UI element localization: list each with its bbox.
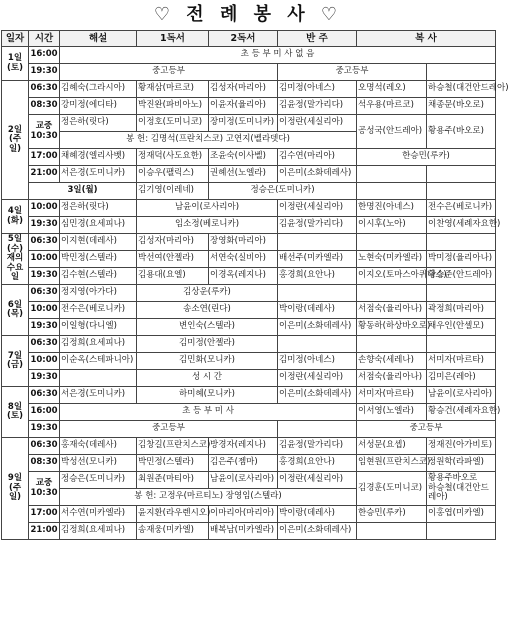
- time-cell: 교중 10:30: [29, 472, 60, 506]
- date-cell: 3일(월): [29, 183, 137, 200]
- time-cell: 17:00: [29, 506, 60, 523]
- accompanist-cell: 이정란(세실리아): [278, 472, 357, 489]
- server-cell: 서성문(요셉): [357, 438, 427, 455]
- server-cell: 이지오(토마스아퀴나스): [357, 268, 427, 285]
- reading-cell: 임소정(베로니카): [137, 217, 278, 234]
- accompanist-cell: [357, 183, 427, 200]
- reading-cell: 김민화(모니카): [137, 353, 278, 370]
- header-commentary: 해설: [60, 31, 137, 47]
- time-cell: 10:00: [29, 302, 60, 319]
- accompanist-cell: 이정란(세실리아): [278, 370, 357, 387]
- table-row: [2, 149, 496, 166]
- server-cell: 이찬영(세례자요한): [427, 217, 496, 234]
- accompanist-cell: 김윤정(말가리다): [278, 217, 357, 234]
- server-cell: 서점숙(율리아나): [357, 302, 427, 319]
- commentary-cell: 김혜숙(그라시아): [60, 81, 137, 98]
- server-cell: 황승건(세례자요한): [427, 404, 496, 421]
- time-cell: 10:00: [29, 200, 60, 217]
- commentary-cell: 채혜경(엘리사벳): [60, 149, 137, 166]
- commentary-cell: 강미정(에디타): [60, 98, 137, 115]
- date-cell: 2일 (주일): [2, 81, 29, 200]
- server-cell: 정재진(아가비토): [427, 438, 496, 455]
- reading2-cell: 장영화(마리아): [209, 234, 278, 251]
- table-row: [2, 387, 496, 404]
- server-cell: 황용주(바오로): [427, 115, 496, 149]
- accompanist-cell: [278, 421, 357, 438]
- server-cell: [357, 234, 427, 251]
- server-cell: 서미자(마르타): [357, 387, 427, 404]
- time-cell: 16:00: [29, 47, 60, 64]
- accompanist-cell: 홍경희(요안나): [278, 455, 357, 472]
- accompanist-cell: 이정란(세실리아): [278, 115, 357, 132]
- table-row: [2, 455, 496, 472]
- time-cell: 06:30: [29, 387, 60, 404]
- header-reading2: 2독서: [209, 31, 278, 47]
- reading-cell: 정승은(도미니카): [209, 183, 357, 200]
- server-cell: [357, 285, 427, 302]
- reading1-cell: 이정호(도미니코): [137, 115, 209, 132]
- commentary-cell: 김기영(이레네): [137, 183, 209, 200]
- table-row: [2, 506, 496, 523]
- date-cell: 6일 (목): [2, 285, 29, 336]
- time-cell: 06:30: [29, 234, 60, 251]
- table-row: [2, 115, 496, 132]
- date-cell: 4일 (화): [2, 200, 29, 234]
- header-servers: 복 사: [357, 31, 496, 47]
- accompanist-cell: 이은미(소화데레사): [278, 387, 357, 404]
- table-row: [2, 234, 496, 251]
- table-row: [2, 166, 496, 183]
- table-row: [2, 336, 496, 353]
- reading2-cell: 남윤이(로사리아): [209, 472, 278, 489]
- header-reading1: 1독서: [137, 31, 209, 47]
- reading-cell: 김상운(루카): [137, 285, 278, 302]
- date-cell: 7일 (금): [2, 336, 29, 387]
- reading1-cell: 이승우(팰릭스): [137, 166, 209, 183]
- server-cell: 황승준(안드레아): [427, 268, 496, 285]
- table-row: [2, 251, 496, 268]
- reading2-cell: 서연숙(실비아): [209, 251, 278, 268]
- server-cell: 하승철(대건안드레아): [427, 81, 496, 98]
- table-row: [2, 64, 496, 81]
- accompanist-cell: 이은미(소화데레사): [278, 166, 357, 183]
- commentary-cell: 중고등부: [60, 64, 278, 81]
- reading2-cell: 이마리아(마리아): [209, 506, 278, 523]
- commentary-cell: 이지현(데레사): [60, 234, 137, 251]
- server-cell: 석우용(마르코): [357, 98, 427, 115]
- time-cell: 08:30: [29, 455, 60, 472]
- reading1-cell: 김창길(프란치스코): [137, 438, 209, 455]
- page-title: ♡ 전 례 봉 사 ♡: [153, 4, 343, 25]
- accompanist-cell: 이정란(세실리아): [278, 200, 357, 217]
- accompanist-cell: [278, 336, 357, 353]
- reading-cell: 변인숙(스텔라): [137, 319, 278, 336]
- accompanist-cell: 김수연(마리아): [278, 149, 357, 166]
- liturgy-schedule-table: [1, 30, 509, 540]
- accompanist-cell: 배선주(미카엘라): [278, 251, 357, 268]
- reading2-cell: 배복남(미카엘라): [209, 523, 278, 540]
- server-cell: 서미자(마르타): [427, 353, 496, 370]
- time-cell: 10:00: [29, 353, 60, 370]
- table-row: [2, 404, 496, 421]
- commentary-cell: 이순옥(스테파니아): [60, 353, 137, 370]
- commentary-cell: 서은경(도미니카): [60, 387, 137, 404]
- reading-cell: 남윤이(로사리아): [137, 200, 278, 217]
- table-row: [2, 217, 496, 234]
- table-row: [2, 200, 496, 217]
- server-cell: 황동하(하상바오로): [357, 319, 427, 336]
- server-cell: [427, 183, 496, 200]
- commentary-cell: 홍재숙(데레사): [60, 438, 137, 455]
- reading2-cell: 김성자(마리아): [209, 81, 278, 98]
- time-cell: 21:00: [29, 523, 60, 540]
- accompanist-cell: 홍경희(요안나): [278, 268, 357, 285]
- reading-cell: 송소연(린다): [137, 302, 278, 319]
- table-row: [2, 285, 496, 302]
- server-cell: [357, 523, 427, 540]
- server-cell: 노현숙(미카엘라): [357, 251, 427, 268]
- reading2-cell: 장미정(도미니카): [209, 115, 278, 132]
- server-cell: 한승민(루카): [357, 149, 496, 166]
- reading-cell: 성 시 간: [137, 370, 278, 387]
- server-cell: 손향숙(세레나): [357, 353, 427, 370]
- accompanist-cell: [278, 234, 357, 251]
- commentary-cell: 김정희(요세피나): [60, 523, 137, 540]
- table-row: [2, 268, 496, 285]
- server-cell: 곽정희(마리아): [427, 302, 496, 319]
- table-row: [2, 302, 496, 319]
- reading1-cell: 정재덕(사도요한): [137, 149, 209, 166]
- reading1-cell: 송재웅(미카엘): [137, 523, 209, 540]
- accompanist-cell: 중고등부: [278, 64, 427, 81]
- reading1-cell: 최원준(마티아): [137, 472, 209, 489]
- table-row: [2, 472, 496, 489]
- table-row: [2, 183, 496, 200]
- commentary-cell: 정은하(릿다): [60, 115, 137, 132]
- reading1-cell: 박민정(스텔라): [137, 455, 209, 472]
- time-cell: 19:30: [29, 268, 60, 285]
- reading1-cell: 박선여(안젤라): [137, 251, 209, 268]
- reading1-cell: 김용대(요엘): [137, 268, 209, 285]
- date-cell: 5일 (수) 재의 수요일: [2, 234, 29, 285]
- header-time: 시간: [29, 31, 60, 47]
- time-cell: 19:30: [29, 370, 60, 387]
- server-cell: 공성국(안드레아): [357, 115, 427, 149]
- time-cell: 19:30: [29, 64, 60, 81]
- server-cell: 김미은(레아): [427, 370, 496, 387]
- date-cell: 9일 (주일): [2, 438, 29, 540]
- reading-cell: 김미정(안젤라): [137, 336, 278, 353]
- server-cell: [427, 285, 496, 302]
- table-row: [2, 319, 496, 336]
- time-cell: 06:30: [29, 285, 60, 302]
- server-cell: 이서영(노엘라): [357, 404, 427, 421]
- commentary-cell: 심민경(요세피나): [60, 217, 137, 234]
- header-date: 일자: [2, 31, 29, 47]
- server-cell: 이홍엽(미카엘): [427, 506, 496, 523]
- server-cell: 이시후(노아): [357, 217, 427, 234]
- notice-cell: 초 등 부 미 사 없 음: [60, 47, 496, 64]
- commentary-cell: 서은경(도미니카): [60, 166, 137, 183]
- server-cell: 중고등부: [357, 421, 496, 438]
- reading2-cell: 방경자(레지나): [209, 438, 278, 455]
- server-cell: 남윤이(로사리아): [427, 387, 496, 404]
- time-cell: 21:00: [29, 166, 60, 183]
- table-row: [2, 523, 496, 540]
- accompanist-cell: 김미정(아네스): [278, 353, 357, 370]
- table-row: [2, 353, 496, 370]
- reading2-cell: 이경옥(레지나): [209, 268, 278, 285]
- reading1-cell: 황재삼(마르코): [137, 81, 209, 98]
- commentary-cell: 박민정(스텔라): [60, 251, 137, 268]
- reading2-cell: 조윤숙(이사벨): [209, 149, 278, 166]
- offertory-cell: 봉 헌: 김명석(프란치스코) 고연지(벨라뎃다): [60, 132, 357, 149]
- accompanist-cell: 박이랑(데레사): [278, 506, 357, 523]
- server-cell: 한승민(루카): [357, 506, 427, 523]
- header-accompanist: 반 주: [278, 31, 357, 47]
- reading2-cell: 권혜선(노엘라): [209, 166, 278, 183]
- server-cell: 임현원(프란치스코): [357, 455, 427, 472]
- accompanist-cell: 이은미(소화데레사): [278, 523, 357, 540]
- server-cell: [427, 166, 496, 183]
- accompanist-cell: 김윤정(말가리다): [278, 98, 357, 115]
- time-cell: 10:00: [29, 251, 60, 268]
- server-cell: 김경훈(도미니코): [357, 472, 427, 506]
- time-cell: 06:30: [29, 336, 60, 353]
- notice-cell: 초 등 부 미 사: [60, 404, 357, 421]
- commentary-cell: 정은하(릿다): [60, 200, 137, 217]
- server-cell: 정원학(라파엘): [427, 455, 496, 472]
- commentary-cell: 이일형(다니엘): [60, 319, 137, 336]
- time-cell: 17:00: [29, 149, 60, 166]
- time-cell: 19:30: [29, 421, 60, 438]
- server-cell: 채우인(안셀모): [427, 319, 496, 336]
- commentary-cell: 서수연(미카엘라): [60, 506, 137, 523]
- time-cell: 19:30: [29, 319, 60, 336]
- server-cell: 오명석(레오): [357, 81, 427, 98]
- commentary-cell: 전수은(베로니카): [60, 302, 137, 319]
- time-cell: 교중 10:30: [29, 115, 60, 149]
- server-cell: 서점숙(율리아나): [357, 370, 427, 387]
- server-cell: 전수은(베로니카): [427, 200, 496, 217]
- reading1-cell: 박진완(파비아노): [137, 98, 209, 115]
- reading1-cell: 김성자(마리아): [137, 234, 209, 251]
- accompanist-cell: 김미정(아네스): [278, 81, 357, 98]
- server-cell: [427, 523, 496, 540]
- table-row: [2, 98, 496, 115]
- time-cell: 08:30: [29, 98, 60, 115]
- commentary-cell: 박성선(모니카): [60, 455, 137, 472]
- table-row: [2, 81, 496, 98]
- accompanist-cell: 이은미(소화데레사): [278, 319, 357, 336]
- server-cell: [427, 234, 496, 251]
- table-row: [2, 370, 496, 387]
- time-cell: 06:30: [29, 81, 60, 98]
- reading2-cell: 김은주(젬마): [209, 455, 278, 472]
- commentary-cell: 중고등부: [60, 421, 278, 438]
- server-cell: 박미정(율리아나): [427, 251, 496, 268]
- commentary-cell: 정지영(아가다): [60, 285, 137, 302]
- server-cell: 황용주바오로 하승철(대건안드레아): [427, 472, 496, 506]
- offertory-cell: 봉 헌: 고정우(마르티노) 장영임(스텔라): [60, 489, 357, 506]
- time-cell: 16:00: [29, 404, 60, 421]
- commentary-cell: 김수현(스텔라): [60, 268, 137, 285]
- time-cell: 19:30: [29, 217, 60, 234]
- reading-cell: 하미혜(모니카): [137, 387, 278, 404]
- server-cell: 채종문(바오로): [427, 98, 496, 115]
- header-row: [2, 31, 496, 47]
- table-row: [2, 438, 496, 455]
- server-cell: [427, 64, 496, 81]
- table-row: [2, 47, 496, 64]
- reading2-cell: 이윤자(율리아): [209, 98, 278, 115]
- commentary-cell: 정승은(도미니카): [60, 472, 137, 489]
- commentary-cell: 김정희(요세피나): [60, 336, 137, 353]
- date-cell: 8일 (토): [2, 387, 29, 438]
- accompanist-cell: 김윤정(말가리다): [278, 438, 357, 455]
- time-cell: 06:30: [29, 438, 60, 455]
- server-cell: [357, 336, 427, 353]
- server-cell: [357, 166, 427, 183]
- date-cell: 1일 (토): [2, 47, 29, 81]
- server-cell: [427, 336, 496, 353]
- server-cell: 한명진(아네스): [357, 200, 427, 217]
- accompanist-cell: [278, 285, 357, 302]
- reading1-cell: 윤지환(라우렌시오): [137, 506, 209, 523]
- commentary-cell: [60, 370, 137, 387]
- table-row: [2, 421, 496, 438]
- accompanist-cell: 박이랑(데레사): [278, 302, 357, 319]
